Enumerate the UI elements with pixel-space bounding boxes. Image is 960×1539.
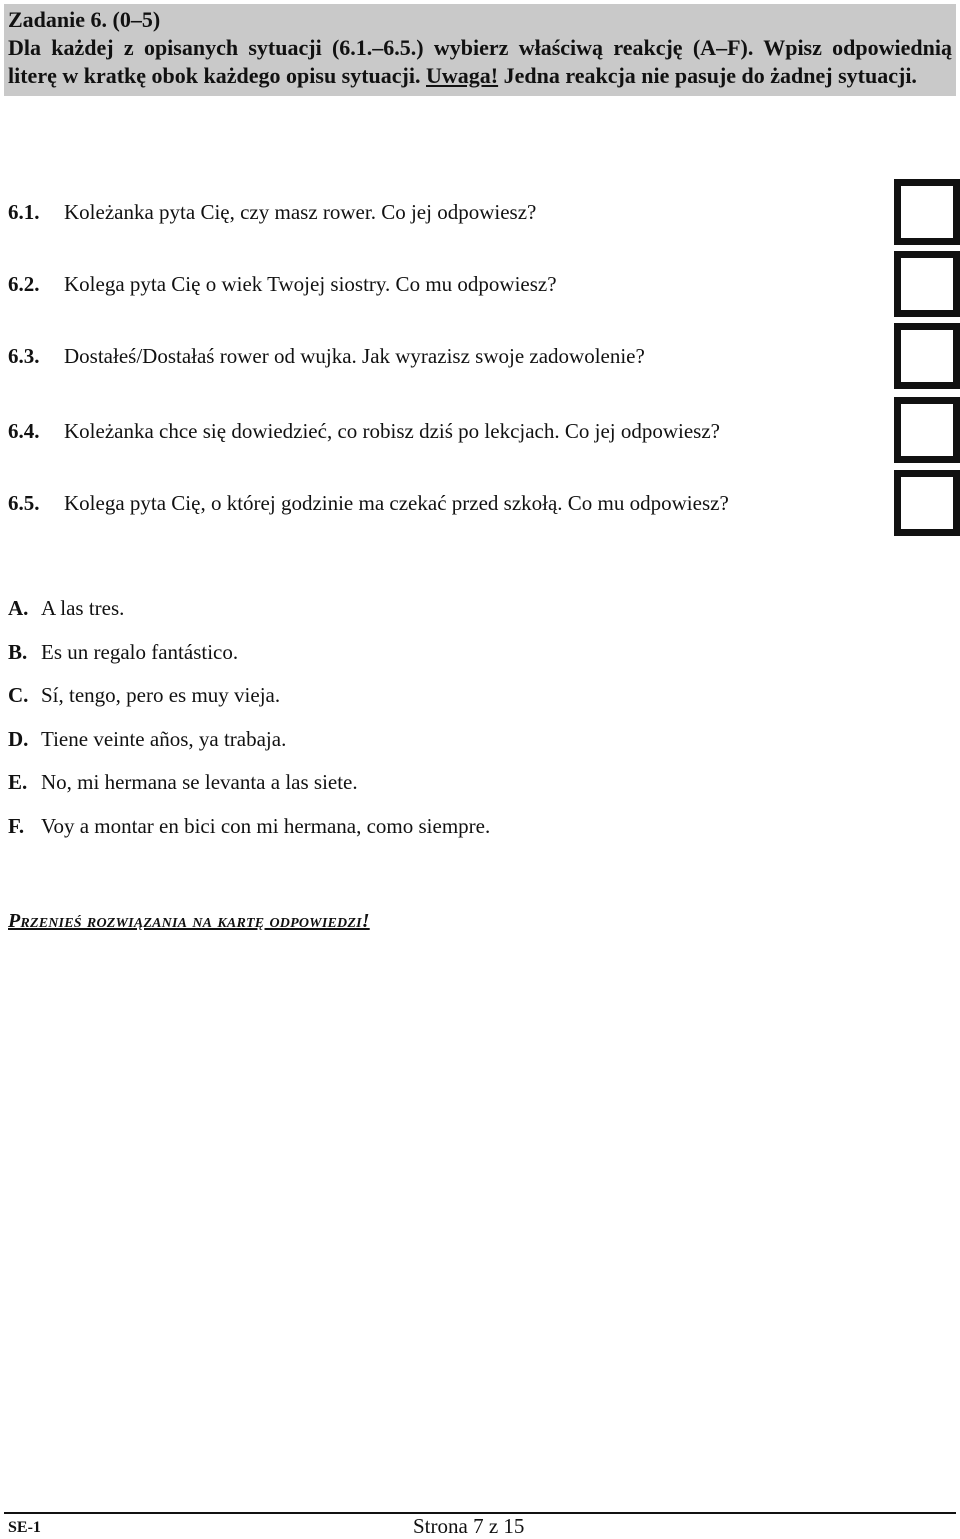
answer-box-6-1[interactable]	[894, 179, 960, 245]
option-text: No, mi hermana se levanta a las siete.	[41, 770, 358, 794]
situation-item	[8, 490, 729, 516]
option-item	[8, 726, 286, 752]
situation-text: Koleżanka chce się dowiedzieć, co robisz dziś po lekcjach. Co jej odpowiesz?	[64, 419, 720, 443]
task-instruction	[8, 34, 952, 90]
situation-text: Koleżanka pyta Cię, czy masz rower. Co jej odpowiesz?	[64, 200, 537, 224]
situation-number: 6.4.	[8, 419, 40, 443]
option-item	[8, 769, 358, 795]
option-letter: A.	[8, 596, 29, 620]
warning-word: Uwaga!	[426, 63, 499, 88]
transfer-answers-note: Przenieś rozwiązania na kartę odpowiedzi!	[8, 910, 370, 932]
answer-box-6-4[interactable]	[894, 397, 960, 463]
situation-text: Dostałeś/Dostałaś rower od wujka. Jak wyrazisz swoje zadowolenie?	[64, 344, 645, 368]
option-item	[8, 682, 280, 708]
option-letter: C.	[8, 683, 29, 707]
option-text: A las tres.	[41, 596, 125, 620]
option-text: Tiene veinte años, ya trabaja.	[41, 727, 287, 751]
option-text: Sí, tengo, pero es muy vieja.	[41, 683, 281, 707]
option-letter: D.	[8, 727, 29, 751]
situation-item	[8, 271, 557, 297]
situation-text: Kolega pyta Cię o wiek Twojej siostry. Co mu odpowiesz?	[64, 272, 557, 296]
option-item	[8, 813, 490, 839]
task-title: Zadanie 6. (0–5)	[8, 7, 161, 32]
situation-number: 6.5.	[8, 491, 40, 515]
situation-number: 6.1.	[8, 200, 40, 224]
situation-text: Kolega pyta Cię, o której godzinie ma czekać przed szkołą. Co mu odpowiesz?	[64, 491, 729, 515]
situation-number: 6.2.	[8, 272, 40, 296]
option-letter: B.	[8, 640, 28, 664]
page-number: Strona 7 z 15	[413, 1514, 525, 1538]
option-letter: E.	[8, 770, 28, 794]
answer-box-6-5[interactable]	[894, 470, 960, 536]
instruction-text-1: Dla każdej z opisanych sytuacji (6.1.–6.5.) wybierz właściwą reakcję (A–F). Wpisz odpowiednią literę w kratkę obok każdego opisu sytuacji.	[8, 35, 952, 88]
situation-number: 6.3.	[8, 344, 40, 368]
answer-box-6-2[interactable]	[894, 251, 960, 317]
situation-item	[8, 199, 536, 225]
answer-box-6-3[interactable]	[894, 323, 960, 389]
situation-item	[8, 418, 720, 444]
instruction-text-2: Jedna reakcja nie pasuje do żadnej sytuacji.	[498, 63, 917, 88]
option-letter: F.	[8, 814, 25, 838]
option-item	[8, 595, 124, 621]
task-header	[4, 4, 956, 96]
exam-code: SE-1	[8, 1519, 41, 1536]
situation-item	[8, 343, 645, 369]
option-item	[8, 639, 238, 665]
option-text: Voy a montar en bici con mi hermana, como siempre.	[41, 814, 491, 838]
option-text: Es un regalo fantástico.	[41, 640, 239, 664]
